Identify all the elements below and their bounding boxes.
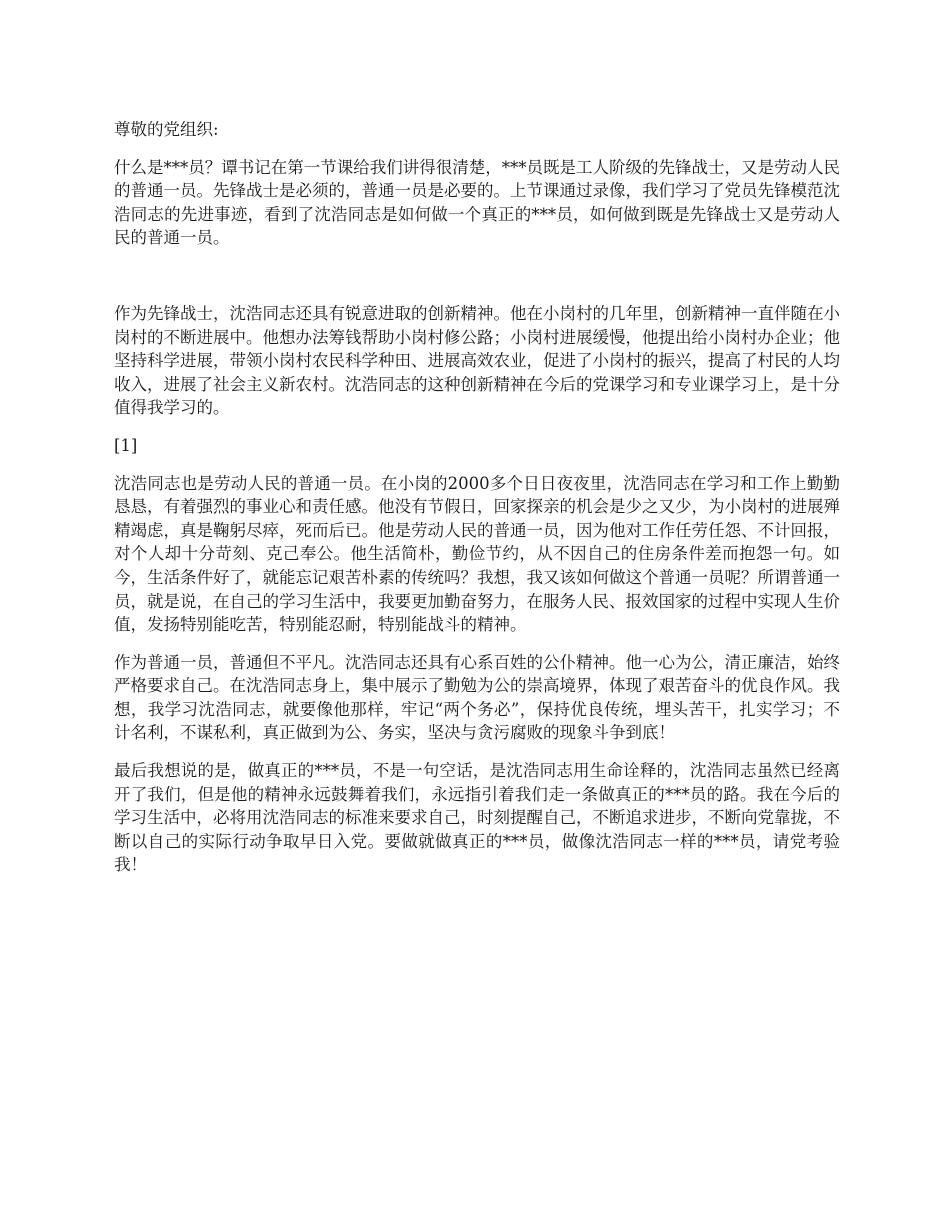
salutation: 尊敬的党组织: (114, 120, 219, 139)
document-page (114, 118, 840, 891)
paragraph-public-servant: 作为普通一员，普通但不平凡。沈浩同志还具有心系百姓的公仆精神。他一心为公，清正廉洁，始终严格要求自己。在沈浩同志身上，集中展示了勤勉为公的崇高境界，体现了艰苦奋斗的优良作风。我想，我学习沈浩同志，就要像他那样，牢记“两个务必”，保持优良传统，埋头苦干，扎实学习；不计名利，不谋私利，真正做到为公、务实，坚决与贪污腐败的现象斗争到底！ (114, 652, 840, 743)
blank-space (114, 264, 840, 302)
paragraph-pioneer: 作为先锋战士，沈浩同志还具有锐意进取的创新精神。他在小岗村的几年里，创新精神一直伴随在小岗村的不断进展中。他想办法筹钱帮助小岗村修公路；小岗村进展缓慢，他提出给小岗村办企业；他坚持科学进展，带领小岗村农民科学种田、进展高效农业，促进了小岗村的振兴，提高了村民的人均收入，进展了社会主义新农村。沈浩同志的这种创新精神在今后的党课学习和专业课学习上，是十分值得我学习的。 (114, 303, 840, 418)
footnote-marker: [1] (114, 435, 138, 455)
paragraph-conclusion: 最后我想说的是，做真正的***员，不是一句空话，是沈浩同志用生命诠释的，沈浩同志虽然已经离开了我们，但是他的精神永远鼓舞着我们，永远指引着我们走一条做真正的***员的路。我在今后的学习生活中，必将用沈浩同志的标准来要求自己，时刻提醒自己，不断追求进步，不断向党靠拢，不断以自己的实际行动争取早日入党。要做就做真正的***员，做像沈浩同志一样的***员，请党考验我！ (114, 761, 840, 875)
paragraph-ordinary-member: 沈浩同志也是劳动人民的普通一员。在小岗的2000多个日日夜夜里，沈浩同志在学习和工作上勤勤恳恳，有着强烈的事业心和责任感。他没有节假日，回家探亲的机会是少之又少，为小岗村的进展殚精竭虑，真是鞠躬尽瘁，死而后已。他是劳动人民的普通一员，因为他对工作任劳任怨、不计回报，对个人却十分苛刻、克己奉公。他生活简朴，勤俭节约，从不因自己的住房条件差而抱怨一句。如今，生活条件好了，就能忘记艰苦朴素的传统吗？我想，我又该如何做这个普通一员呢？所谓普通一员，就是说，在自己的学习生活中，我要更加勤奋努力，在服务人民、报效国家的过程中实现人生价值，发扬特别能吃苦，特别能忍耐，特别能战斗的精神。 (114, 473, 840, 635)
paragraph-intro: 什么是***员？谭书记在第一节课给我们讲得很清楚，***员既是工人阶级的先锋战士，又是劳动人民的普通一员。先锋战士是必须的，普通一员是必要的。上节课通过录像，我们学习了党员先锋模范沈浩同志的先进事迹，看到了沈浩同志是如何做一个真正的***员，如何做到既是先锋战士又是劳动人民的普通一员。 (114, 157, 840, 248)
